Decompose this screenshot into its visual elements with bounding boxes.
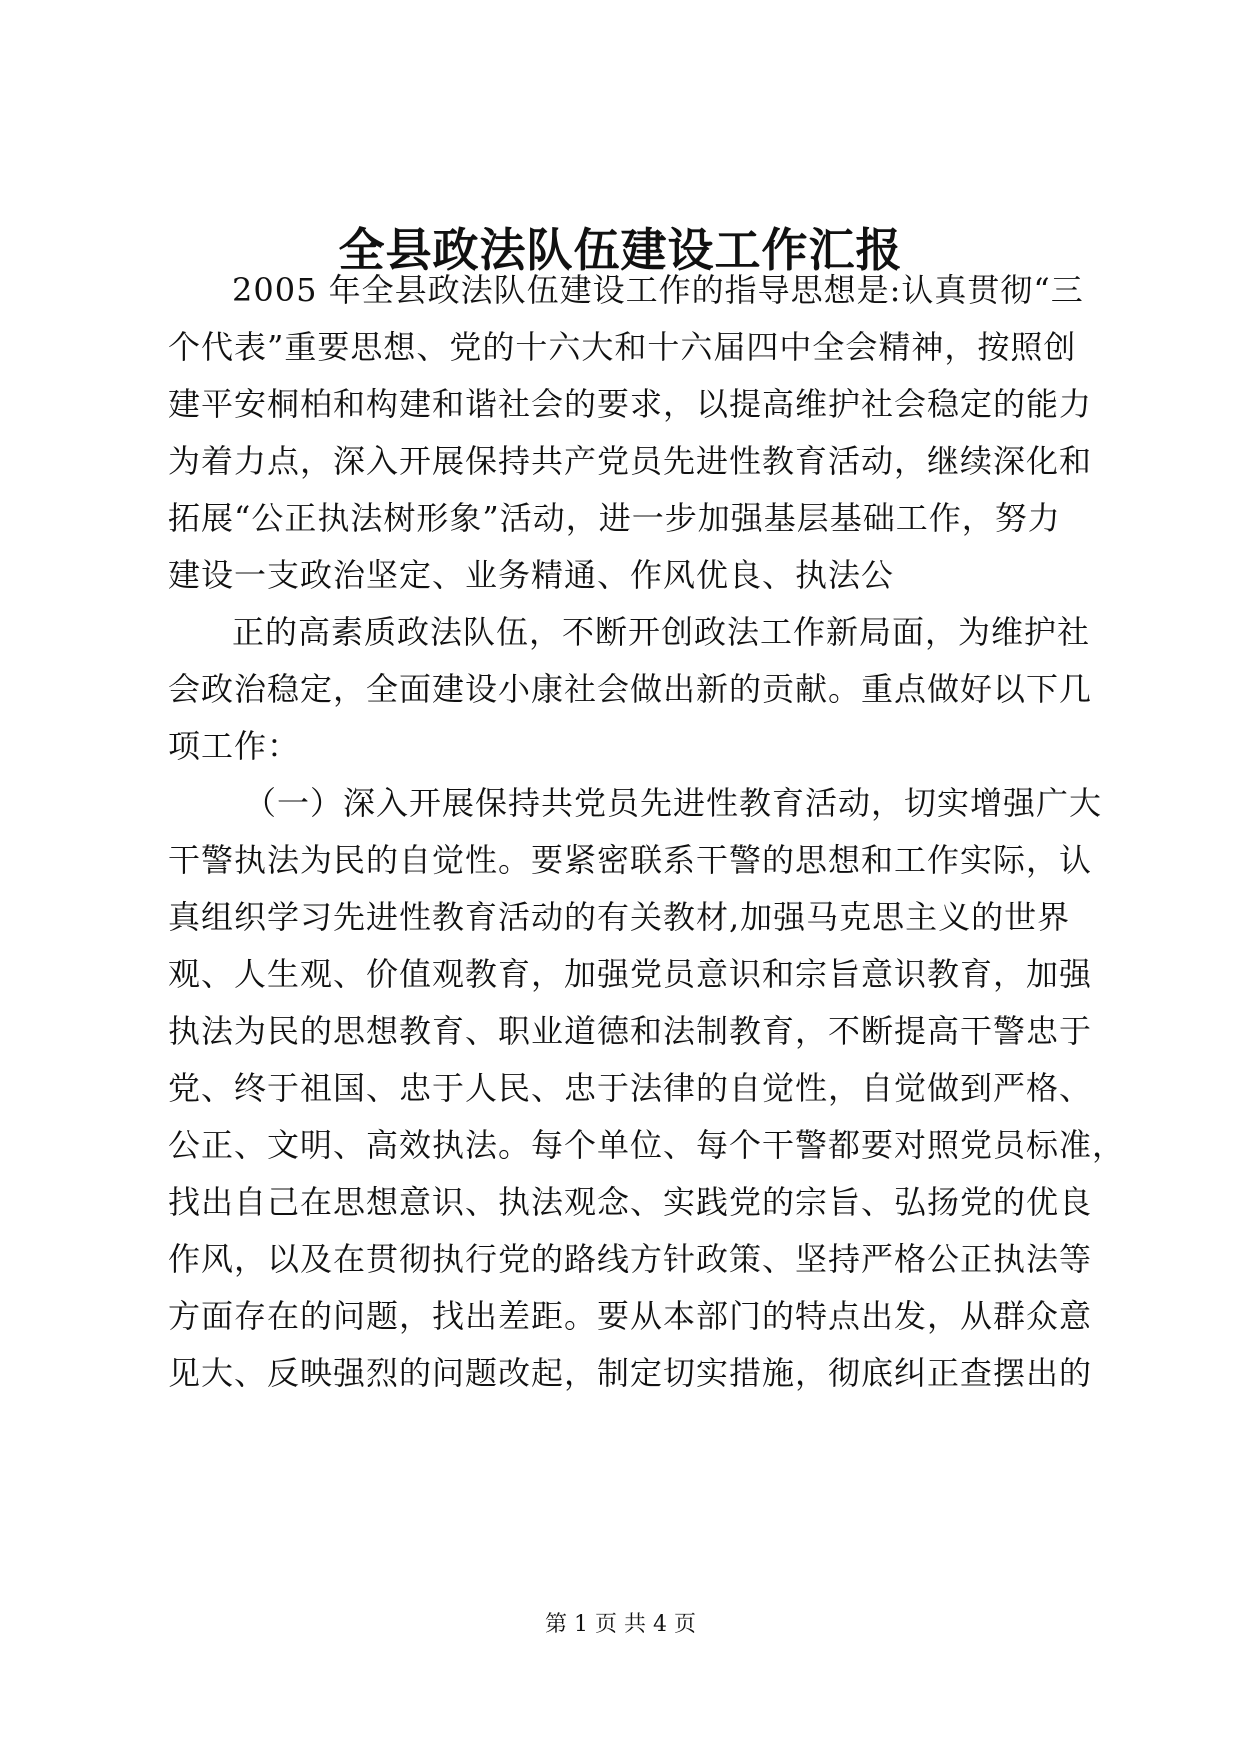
section-heading-line: （一）深入开展保持共党员先进性教育活动，切实增强广大	[244, 784, 1103, 822]
paragraph-line: 执法为民的思想教育、职业道德和法制教育，不断提高干警忠于	[168, 1012, 1093, 1050]
paragraph-line: 干警执法为民的自觉性。要紧密联系干警的思想和工作实际，认	[168, 841, 1093, 879]
paragraph-line: 公正、文明、高效执法。每个单位、每个干警都要对照党员标准，	[168, 1126, 1126, 1164]
paragraph-line: 见大、反映强烈的问题改起，制定切实措施，彻底纠正查摆出的	[168, 1354, 1093, 1392]
paragraph-line: 党、终于祖国、忠于人民、忠于法律的自觉性，自觉做到严格、	[168, 1069, 1093, 1107]
document-title: 全县政法队伍建设工作汇报	[338, 223, 903, 277]
paragraph-line: 找出自己在思想意识、执法观念、实践党的宗旨、弘扬党的优良	[168, 1183, 1093, 1221]
page-footer: 第 1 页 共 4 页	[545, 1612, 696, 1637]
paragraph-line: 作风，以及在贯彻执行党的路线方针政策、坚持严格公正执法等	[168, 1240, 1093, 1278]
paragraph-line: 建设一支政治坚定、业务精通、作风优良、执法公	[168, 556, 895, 594]
paragraph-line: 拓展“公正执法树形象”活动，进一步加强基层基础工作，努力	[168, 499, 1061, 537]
paragraph-line: 正的高素质政法队伍，不断开创政法工作新局面，为维护社	[232, 613, 1091, 651]
paragraph-line: 真组织学习先进性教育活动的有关教材,加强马克思主义的世界	[168, 898, 1071, 936]
paragraph-line: 2005 年全县政法队伍建设工作的指导思想是:认真贯彻“三	[232, 271, 1084, 309]
paragraph-line: 会政治稳定，全面建设小康社会做出新的贡献。重点做好以下几	[168, 670, 1093, 708]
paragraph-line: 建平安桐柏和构建和谐社会的要求，以提高维护社会稳定的能力	[168, 385, 1093, 423]
paragraph-line: 为着力点，深入开展保持共产党员先进性教育活动，继续深化和	[168, 442, 1093, 480]
paragraph-line: 项工作：	[168, 727, 301, 765]
paragraph-line: 方面存在的问题，找出差距。要从本部门的特点出发，从群众意	[168, 1297, 1093, 1335]
paragraph-line: 个代表”重要思想、党的十六大和十六届四中全会精神，按照创	[168, 328, 1077, 366]
paragraph-line: 观、人生观、价值观教育，加强党员意识和宗旨意识教育，加强	[168, 955, 1093, 993]
